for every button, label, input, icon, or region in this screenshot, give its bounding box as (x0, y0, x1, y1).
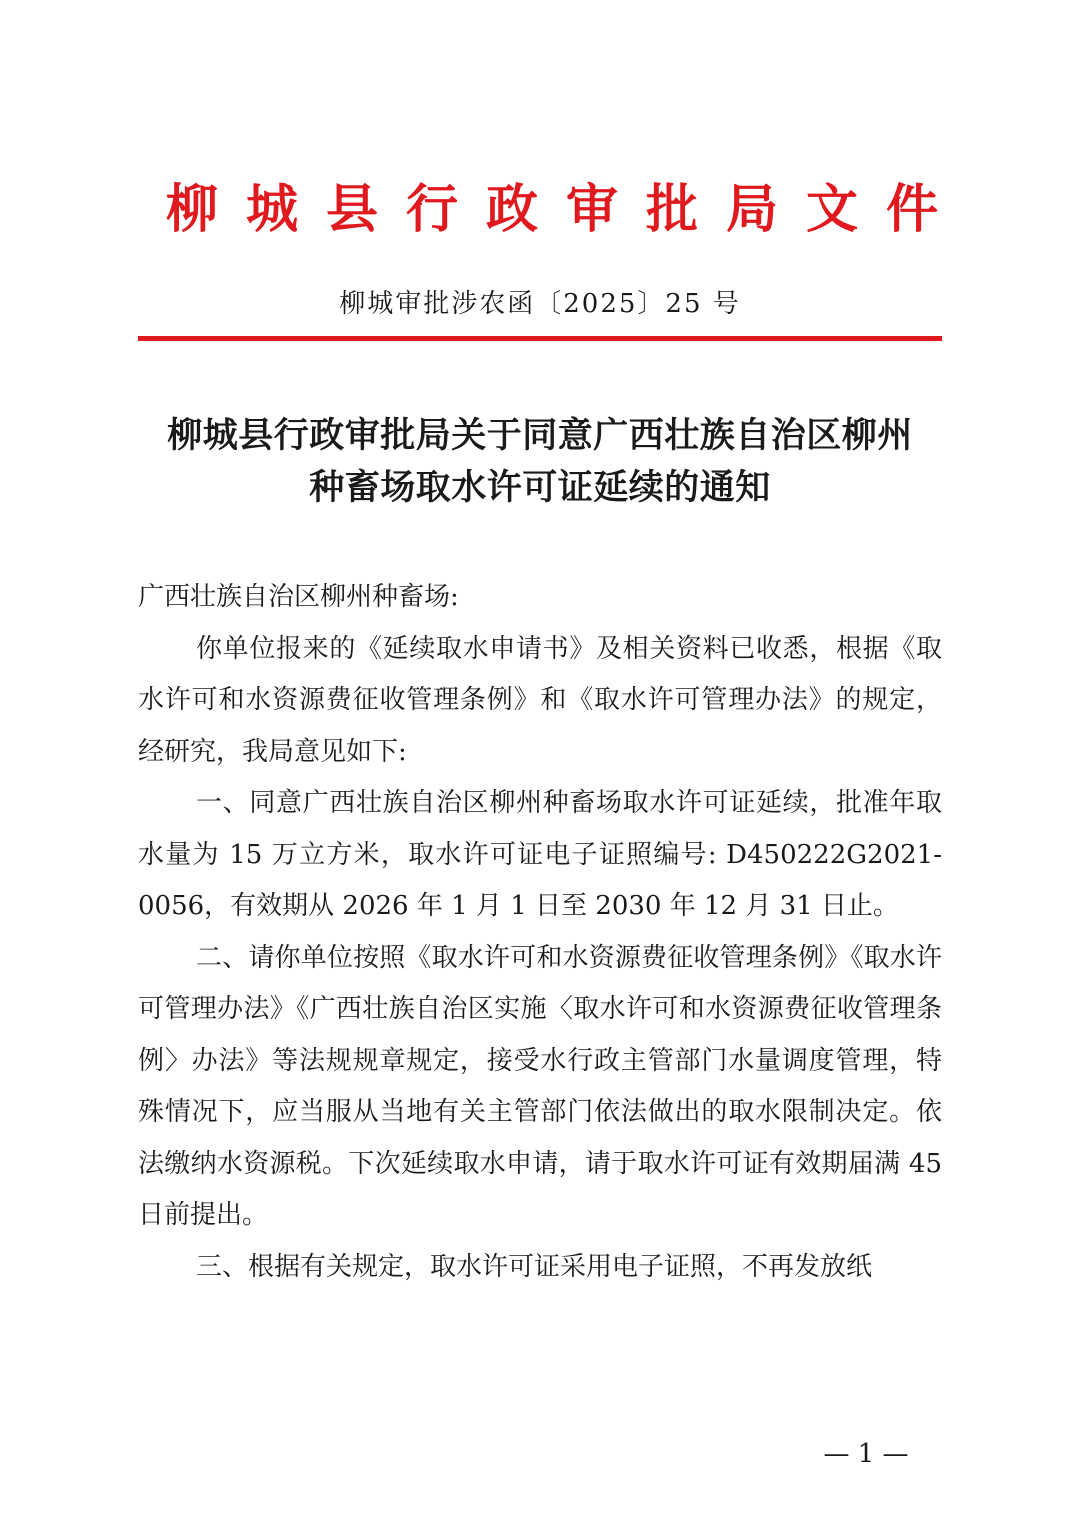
paragraph: 二、请你单位按照《取水许可和水资源费征收管理条例》《取水许可管理办法》《广西壮族自治区实施〈取水许可和水资源费征收管理条例〉办法》等法规规章规定，接受水行政主管部门水量调度管理，特殊情况下，应当服从当地有关主管部门依法做出的取水限制决定。依法缴纳水资源税。下次延续取水申请，请于取水许可证有效期届满 45 日前提出。 (138, 942, 942, 1230)
red-divider (138, 336, 942, 341)
notice-title (138, 410, 942, 514)
paragraph: 你单位报来的《延续取水申请书》及相关资料已收悉，根据《取水许可和水资源费征收管理条例》和《取水许可管理办法》的规定，经研究，我局意见如下: (138, 633, 942, 767)
document-number: 柳城审批涉农函〔2025〕25 号 (339, 289, 741, 319)
masthead-title: 柳城县行政审批局文件 (166, 180, 967, 240)
title-line: 种畜场取水许可证延续的通知 (309, 467, 771, 508)
title-line: 柳城县行政审批局关于同意广西壮族自治区柳州 (167, 415, 913, 456)
salutation: 广西壮族自治区柳州种畜场: (138, 582, 459, 612)
page-number: — 1 — (823, 1439, 909, 1469)
paragraph: 三、根据有关规定，取水许可证采用电子证照，不再发放纸 (196, 1251, 873, 1282)
document-body (138, 572, 942, 1293)
paragraph: 一、同意广西壮族自治区柳州种畜场取水许可证延续，批准年取水量为 15 万立方米，取水许可证电子证照编号: D450222G2021-0056，有效期从 2026 年 1 月 1 日至 2030 年 12 月 31 日止。 (138, 788, 942, 921)
